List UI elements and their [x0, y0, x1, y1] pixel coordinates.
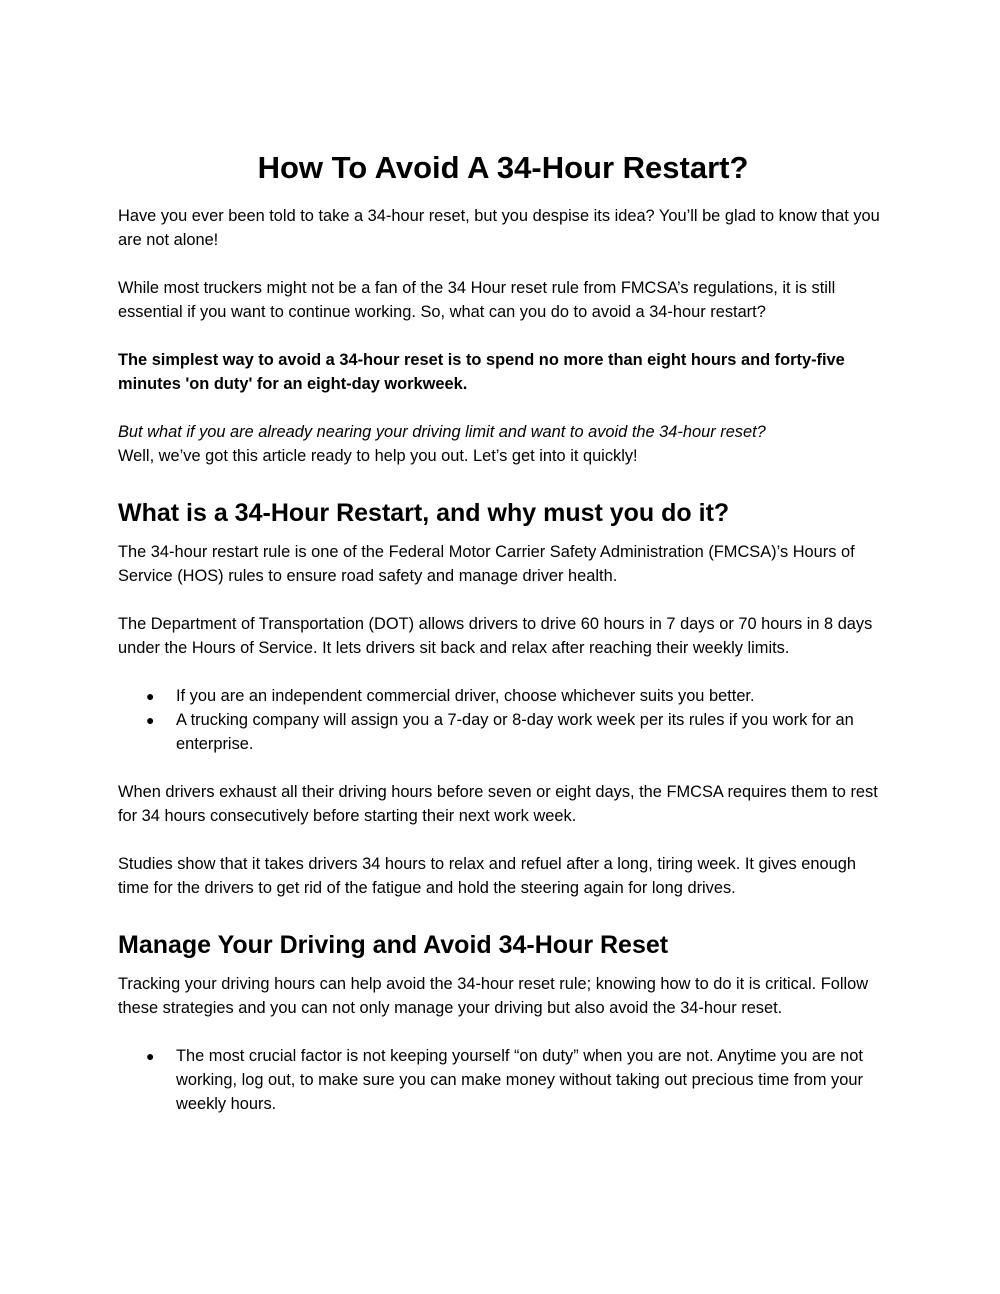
section1-paragraph-4: Studies show that it takes drivers 34 hours to relax and refuel after a long, tiring week. It gives enough time for the drivers to get rid of the fatigue and hold the steering again for long drives.	[118, 855, 856, 897]
section1-paragraph-2: The Department of Transportation (DOT) allows drivers to drive 60 hours in 7 days or 70 hours in 8 days under the Hours of Service. It lets drivers sit back and relax after reaching their weekly limits.	[118, 615, 873, 657]
intro-paragraph-2: While most truckers might not be a fan of the 34 Hour reset rule from FMCSA’s regulations, it is still essential if you want to continue working. So, what can you do to avoid a 34-hour restart?	[118, 279, 836, 321]
list-item-text: If you are an independent commercial driver, choose whichever suits you better.	[176, 687, 755, 705]
intro-followup: Well, we’ve got this article ready to help you out. Let’s get into it quickly!	[118, 447, 638, 465]
list-item	[146, 684, 888, 708]
list-item	[146, 1044, 888, 1116]
intro-paragraph-1: Have you ever been told to take a 34-hour reset, but you despise its idea? You’ll be glad to know that you are not alone!	[118, 207, 880, 249]
list-item-text: A trucking company will assign you a 7-day or 8-day work week per its rules if you work for an enterprise.	[176, 711, 854, 753]
intro-question: But what if you are already nearing your driving limit and want to avoid the 34-hour reset?	[118, 423, 766, 441]
list-item-text: The most crucial factor is not keeping yourself “on duty” when you are not. Anytime you are not working, log out, to make sure you can make money without taking out precious time from your weekly hours.	[176, 1047, 863, 1113]
page-title: How To Avoid A 34-Hour Restart?	[257, 150, 749, 185]
intro-key-answer: The simplest way to avoid a 34-hour reset is to spend no more than eight hours and forty-five minutes 'on duty' for an eight-day workweek.	[118, 351, 845, 393]
bullet-icon: ●	[146, 688, 155, 704]
section1-bullet-list	[118, 684, 888, 756]
intro-paragraph-4	[118, 420, 888, 468]
section2-bullet-list	[118, 1044, 888, 1116]
section2-heading: Manage Your Driving and Avoid 34-Hour Reset	[118, 931, 669, 959]
list-item	[146, 708, 888, 756]
section1-paragraph-1: The 34-hour restart rule is one of the Federal Motor Carrier Safety Administration (FMCSA)’s Hours of Service (HOS) rules to ensure road safety and manage driver health.	[118, 543, 855, 585]
document-page	[118, 148, 888, 1140]
bullet-icon: ●	[146, 712, 155, 728]
section2-paragraph-1: Tracking your driving hours can help avoid the 34-hour reset rule; knowing how to do it is critical. Follow these strategies and you can not only manage your driving but also avoid the 34-hour reset.	[118, 975, 869, 1017]
section1-heading: What is a 34-Hour Restart, and why must you do it?	[118, 499, 730, 527]
bullet-icon: ●	[146, 1048, 155, 1064]
section1-paragraph-3: When drivers exhaust all their driving hours before seven or eight days, the FMCSA requires them to rest for 34 hours consecutively before starting their next work week.	[118, 783, 878, 825]
